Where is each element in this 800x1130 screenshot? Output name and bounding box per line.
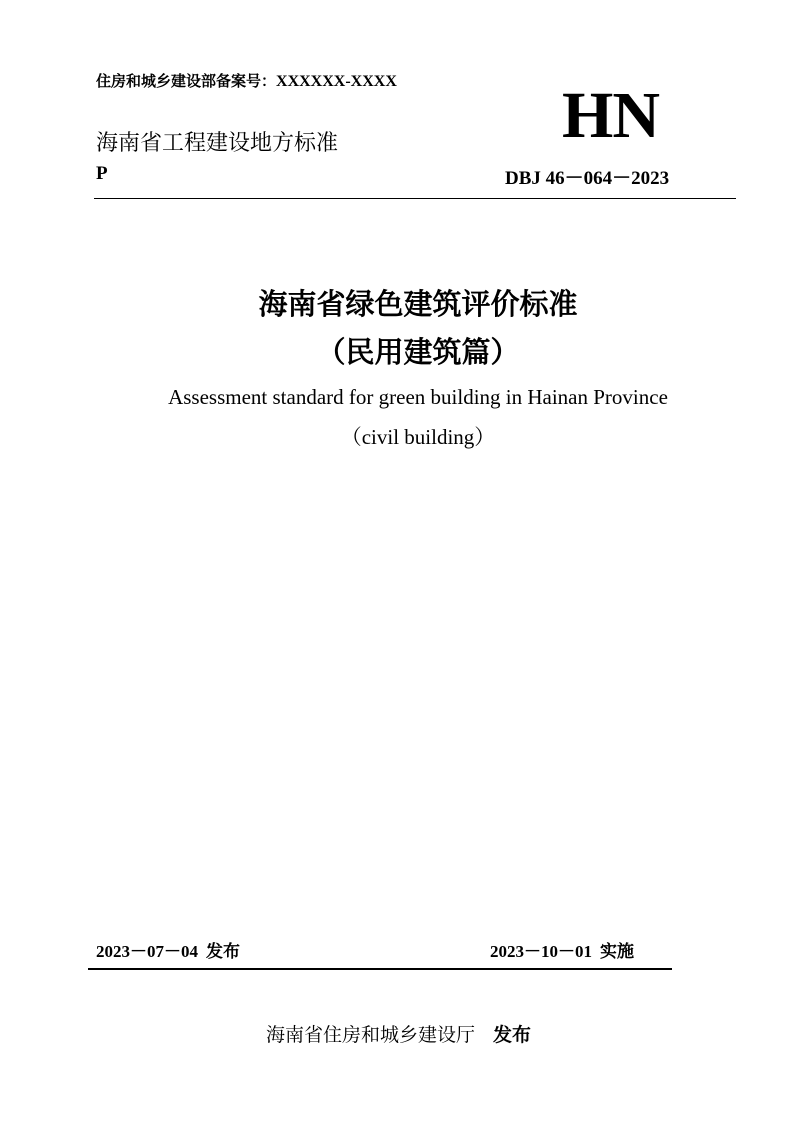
issuer-word: 发布 [493, 1024, 532, 1046]
header-divider [94, 198, 736, 199]
publish-date-value: 2023－07－04 [96, 942, 198, 961]
issuer [266, 1020, 531, 1047]
subtitle-english: （civil building） [340, 425, 496, 449]
title-english: Assessment standard for green building in Hainan Province [168, 385, 668, 409]
title-block [0, 282, 800, 454]
publish-word: 发布 [206, 942, 240, 962]
hn-logo: HN [562, 79, 659, 152]
filing-code: XXXXXX-XXXX [276, 73, 397, 90]
subtitle-chinese: （民用建筑篇） [316, 335, 520, 369]
category-code: P [96, 163, 108, 184]
footer-divider [88, 968, 672, 970]
implement-date [490, 937, 634, 962]
title-chinese: 海南省绿色建筑评价标准 [258, 287, 578, 321]
implement-word: 实施 [600, 942, 634, 962]
standard-number: DBJ 46－064－2023 [505, 168, 670, 189]
local-standard-label: 海南省工程建设地方标准 [96, 131, 339, 156]
filing-number [96, 70, 397, 91]
publish-date [96, 937, 240, 962]
implement-date-value: 2023－10－01 [490, 942, 592, 961]
issuer-name: 海南省住房和城乡建设厅 [266, 1024, 476, 1046]
filing-label: 住房和城乡建设部备案号： [96, 72, 277, 90]
